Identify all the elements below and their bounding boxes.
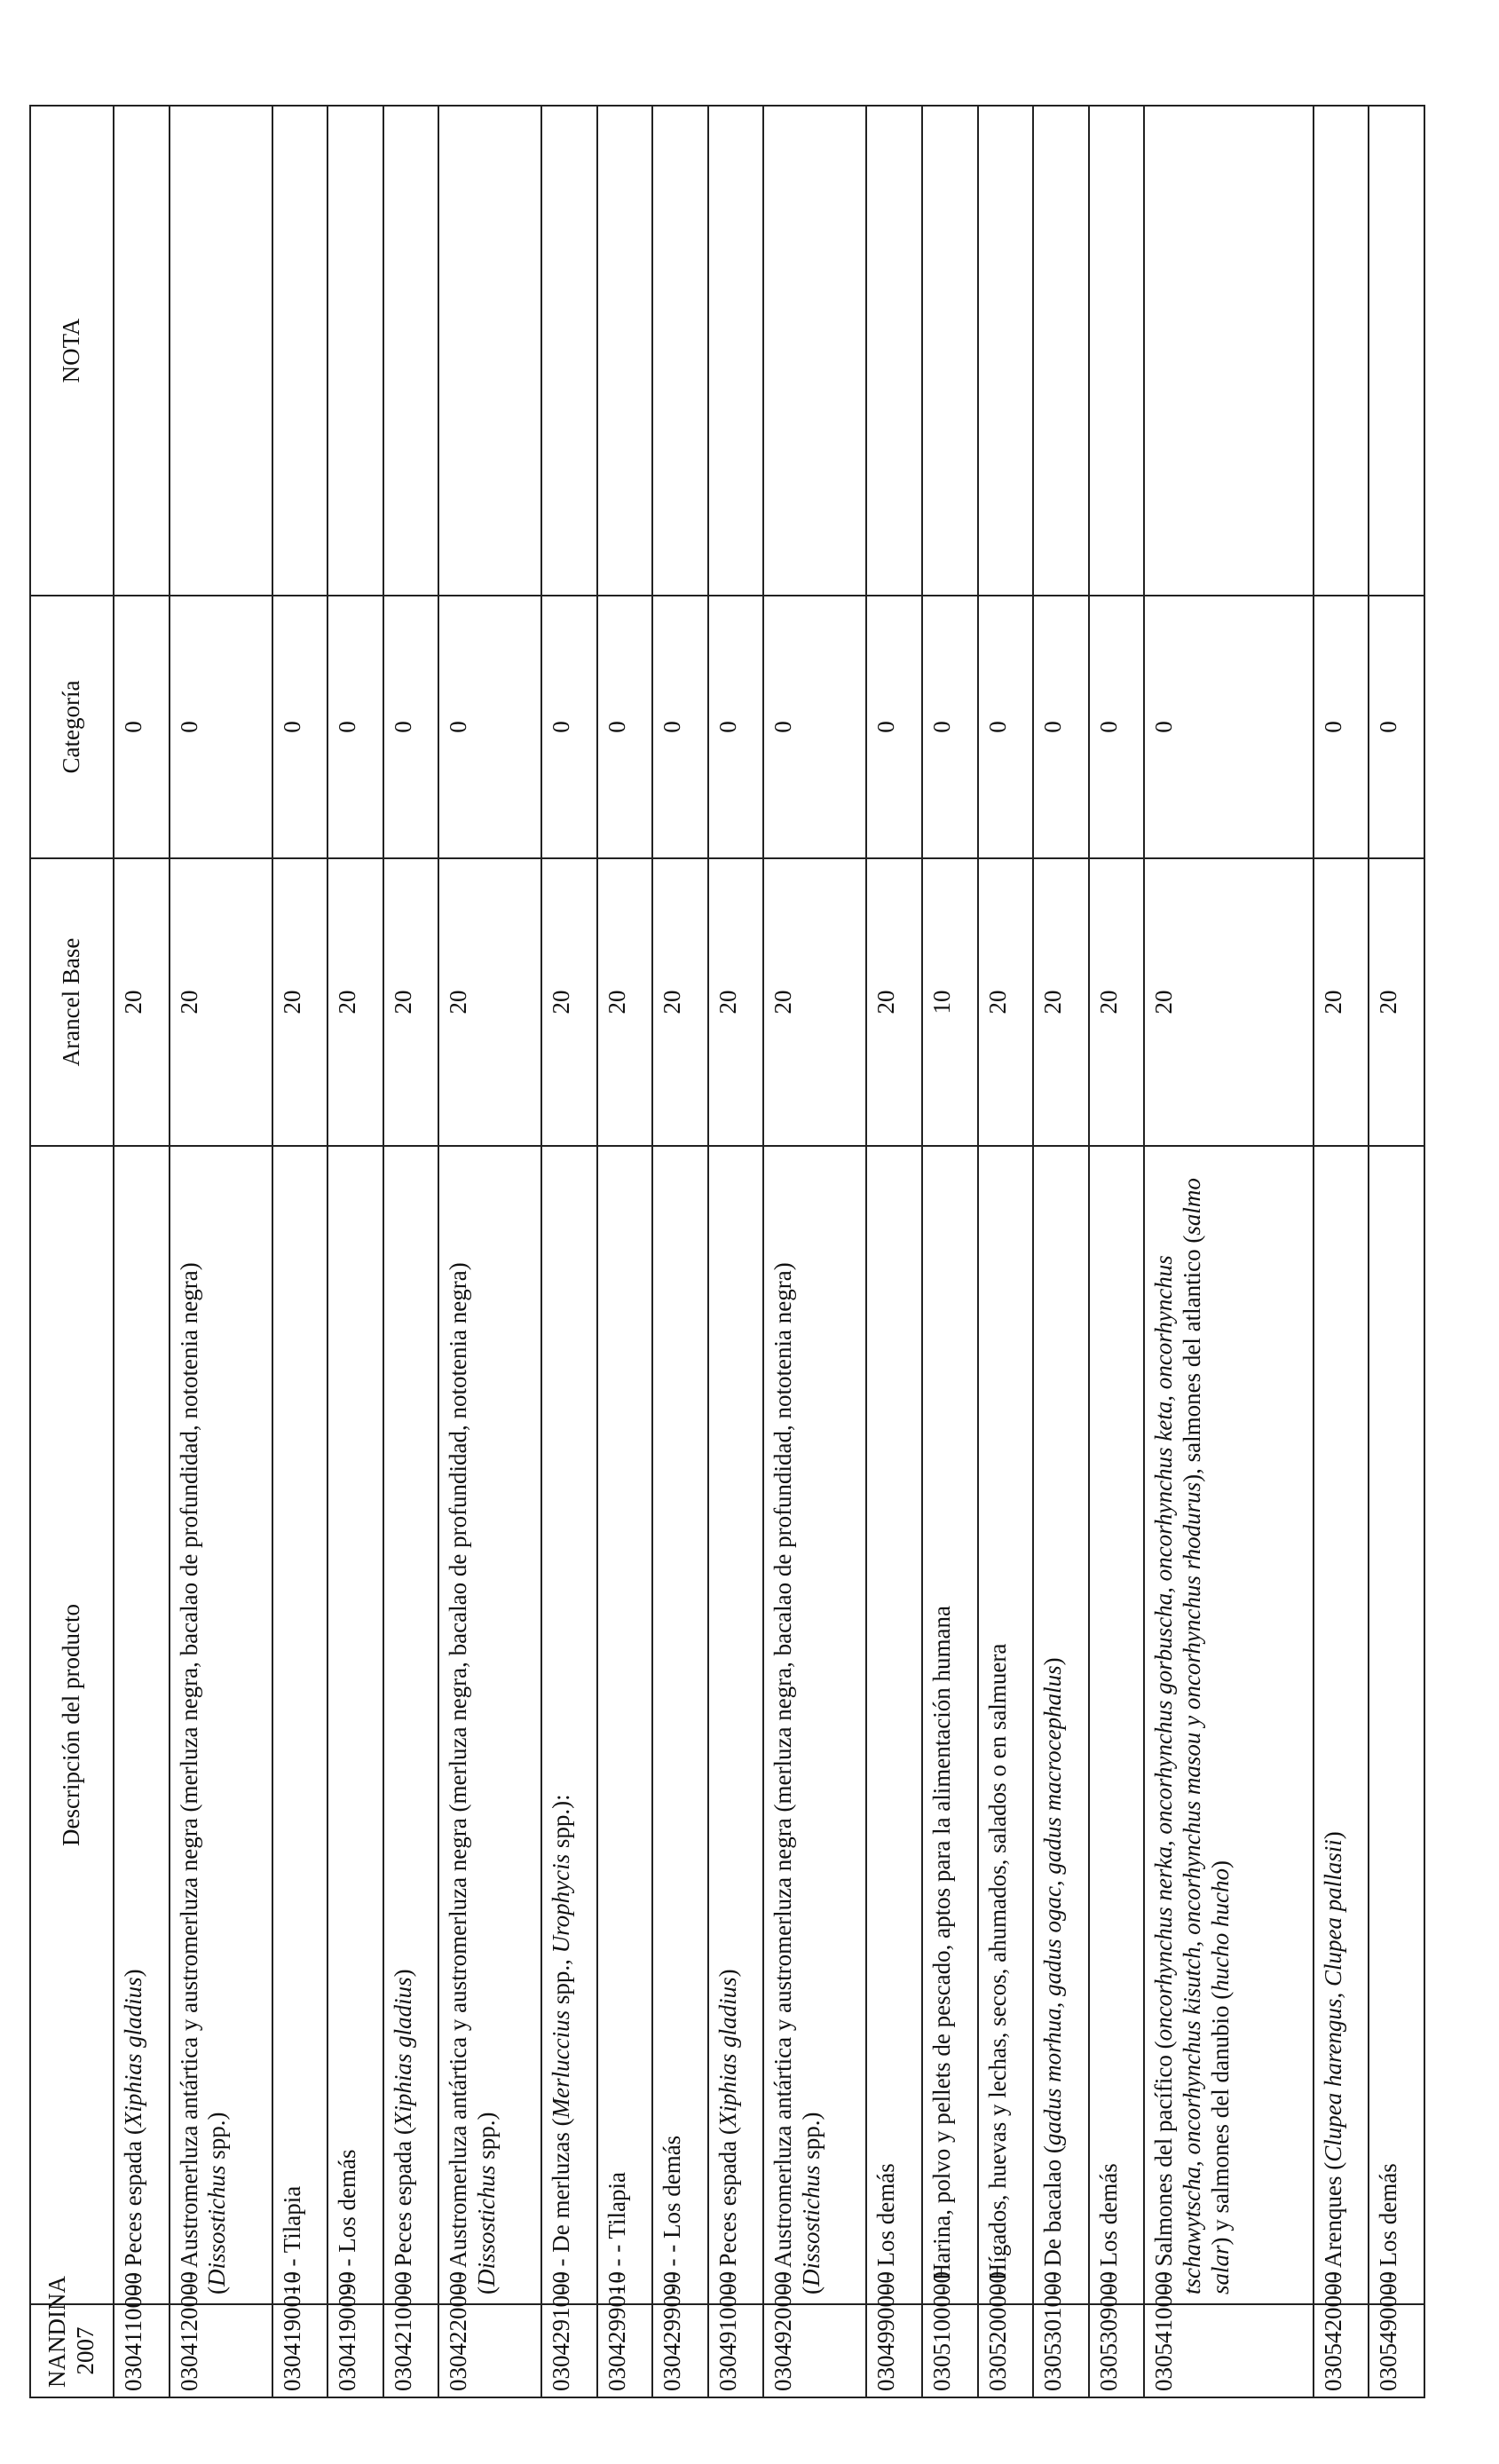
nota xyxy=(541,106,597,596)
arancel-base: 20 xyxy=(1089,858,1145,1146)
scientific-name: salmo salar xyxy=(1179,1178,1234,2294)
arancel-base: 20 xyxy=(652,858,708,1146)
header-nandina-line1: NANDINA xyxy=(43,2276,71,2388)
nota xyxy=(866,106,922,596)
scientific-name: Xiphias gladius xyxy=(389,1977,416,2128)
nota xyxy=(978,106,1034,596)
categoria: 0 xyxy=(383,596,439,858)
nota xyxy=(1369,106,1424,596)
tariff-table xyxy=(29,105,1425,2398)
arancel-base: 10 xyxy=(922,858,978,1146)
nandina-code: 0305200000 xyxy=(978,2304,1034,2397)
product-description: - - Los demás xyxy=(1369,1146,1424,2304)
arancel-base: 20 xyxy=(597,858,653,1146)
scientific-name: gadus morhua, gadus ogac, gadus macrocephalus xyxy=(1039,1665,1067,2146)
product-description: - - Peces espada (Xiphias gladius) xyxy=(114,1146,170,2304)
table-row xyxy=(114,106,170,2397)
categoria: 0 xyxy=(1144,596,1314,858)
nandina-code: 0304299090 xyxy=(652,2304,708,2397)
scientific-name: oncorhynchus nerka, oncorhynchus gorbuscha, oncorhynchus keta, oncorhynchus tschawytscha, oncorhynchus kisutch, oncorhynchus masou y oncorhynchus rhodurus xyxy=(1150,1255,1206,2294)
nota xyxy=(652,106,708,596)
scientific-name: Urophycis xyxy=(548,1853,575,1954)
nota xyxy=(597,106,653,596)
header-nandina-line2: 2007 xyxy=(72,2326,99,2375)
nota xyxy=(1033,106,1089,596)
product-description: - Hígados, huevas y lechas, secos, ahumados, salados o en salmuera xyxy=(978,1146,1034,2304)
nandina-code: 0304291000 xyxy=(541,2304,597,2397)
header-nota: NOTA xyxy=(30,106,114,596)
nota xyxy=(763,106,866,596)
categoria: 0 xyxy=(327,596,383,858)
categoria: 0 xyxy=(597,596,653,858)
arancel-base: 20 xyxy=(383,858,439,1146)
nandina-code: 0304210000 xyxy=(383,2304,439,2397)
nandina-code: 0304910000 xyxy=(708,2304,764,2397)
scientific-name: Xiphias gladius xyxy=(120,1977,146,2128)
table-row xyxy=(652,106,708,2397)
table-row xyxy=(383,106,439,2397)
nandina-code: 0305309000 xyxy=(1089,2304,1145,2397)
header-row xyxy=(30,106,114,2397)
categoria: 0 xyxy=(170,596,272,858)
arancel-base: 20 xyxy=(272,858,328,1146)
header-descripcion: Descripción del producto xyxy=(30,1146,114,2304)
product-description: - - Arenques (Clupea harengus, Clupea pallasii) xyxy=(1314,1146,1369,2304)
nota xyxy=(327,106,383,596)
arancel-base: 20 xyxy=(327,858,383,1146)
nandina-code: 0305420000 xyxy=(1314,2304,1369,2397)
product-description: - - Los demás xyxy=(866,1146,922,2304)
nota xyxy=(708,106,764,596)
product-description: - - - De merluzas (Merluccius spp., Urophycis spp.): xyxy=(541,1146,597,2304)
product-description: - - Peces espada (Xiphias gladius) xyxy=(708,1146,764,2304)
product-description: - - Salmones del pacífico (oncorhynchus nerka, oncorhynchus gorbuscha, oncorhynchus keta, oncorhynchus tschawytscha, oncorhynchus kisutch, oncorhynchus masou y oncorhynchus rhodurus), salmones del atlantico (salmo salar) y salmones del danubio (hucho hucho) xyxy=(1144,1146,1314,2304)
nandina-code: 0305301000 xyxy=(1033,2304,1089,2397)
nota xyxy=(438,106,541,596)
arancel-base: 20 xyxy=(1033,858,1089,1146)
table-row xyxy=(866,106,922,2397)
scientific-name: Dissostichus xyxy=(203,2165,231,2286)
nandina-code: 0304299010 xyxy=(597,2304,653,2397)
categoria: 0 xyxy=(1369,596,1424,858)
nandina-code: 0304190010 xyxy=(272,2304,328,2397)
nota xyxy=(1089,106,1145,596)
categoria: 0 xyxy=(541,596,597,858)
arancel-base: 20 xyxy=(170,858,272,1146)
nota xyxy=(1144,106,1314,596)
product-description: - - Austromerluza antártica y austromerluza negra (merluza negra, bacalao de profundidad, nototenia negra) (Dissostichus spp.) xyxy=(170,1146,272,2304)
scientific-name: Clupea harengus, Clupea pallasii xyxy=(1319,1839,1346,2162)
nota xyxy=(170,106,272,596)
table-row xyxy=(1144,106,1314,2397)
nandina-code: 0305100000 xyxy=(922,2304,978,2397)
product-description: - - Austromerluza antártica y austromerluza negra (merluza negra, bacalao de profundidad, nototenia negra) (Dissostichus spp.) xyxy=(763,1146,866,2304)
product-description: - - - - Los demás xyxy=(652,1146,708,2304)
product-description: - - Peces espada (Xiphias gladius) xyxy=(383,1146,439,2304)
table-row xyxy=(1369,106,1424,2397)
scientific-name: Xiphias gladius xyxy=(714,1977,741,2128)
arancel-base: 20 xyxy=(866,858,922,1146)
arancel-base: 20 xyxy=(1369,858,1424,1146)
product-description: - - Los demás xyxy=(1089,1146,1145,2304)
nota xyxy=(1314,106,1369,596)
categoria: 0 xyxy=(922,596,978,858)
categoria: 0 xyxy=(978,596,1034,858)
product-description: - - - Los demás xyxy=(327,1146,383,2304)
categoria: 0 xyxy=(1033,596,1089,858)
table-row xyxy=(438,106,541,2397)
arancel-base: 20 xyxy=(438,858,541,1146)
categoria: 0 xyxy=(438,596,541,858)
categoria: 0 xyxy=(1314,596,1369,858)
header-nandina xyxy=(30,2276,114,2397)
nota xyxy=(272,106,328,596)
nota xyxy=(922,106,978,596)
product-description: - - - Tilapia xyxy=(272,1146,328,2304)
product-description: - - - - Tilapia xyxy=(597,1146,653,2304)
arancel-base: 20 xyxy=(1314,858,1369,1146)
nandina-code: 0304120000 xyxy=(170,2304,272,2397)
table-row xyxy=(978,106,1034,2397)
categoria: 0 xyxy=(652,596,708,858)
scientific-name: hucho hucho xyxy=(1206,1868,1234,1992)
nandina-code: 0304920000 xyxy=(763,2304,866,2397)
table-body xyxy=(114,106,1424,2397)
nandina-code: 0305410000 xyxy=(1144,2304,1314,2397)
table-row xyxy=(1314,106,1369,2397)
categoria: 0 xyxy=(114,596,170,858)
nandina-code: 0304190090 xyxy=(327,2304,383,2397)
table-row xyxy=(597,106,653,2397)
rotated-page xyxy=(29,107,1425,2398)
table-row xyxy=(170,106,272,2397)
table-row xyxy=(327,106,383,2397)
arancel-base: 20 xyxy=(114,858,170,1146)
categoria: 0 xyxy=(1089,596,1145,858)
categoria: 0 xyxy=(866,596,922,858)
categoria: 0 xyxy=(763,596,866,858)
arancel-base: 20 xyxy=(1144,858,1314,1146)
nandina-code: 0305490000 xyxy=(1369,2304,1424,2397)
table-row xyxy=(1089,106,1145,2397)
header-categoria: Categoría xyxy=(30,596,114,858)
scientific-name: Dissostichus xyxy=(473,2165,501,2286)
nandina-code: 0304110000 xyxy=(114,2304,170,2397)
nota xyxy=(383,106,439,596)
nota xyxy=(114,106,170,596)
arancel-base: 20 xyxy=(763,858,866,1146)
arancel-base: 20 xyxy=(541,858,597,1146)
arancel-base: 20 xyxy=(708,858,764,1146)
nandina-code: 0304220000 xyxy=(438,2304,541,2397)
product-description: - - Austromerluza antártica y austromerluza negra (merluza negra, bacalao de profundidad, nototenia negra) (Dissostichus spp.) xyxy=(438,1146,541,2304)
header-arancel: Arancel Base xyxy=(30,858,114,1146)
table-row xyxy=(541,106,597,2397)
table-row xyxy=(272,106,328,2397)
nandina-code: 0304990000 xyxy=(866,2304,922,2397)
scientific-name: Merluccius xyxy=(548,2010,575,2119)
product-description: - - De bacalao (gadus morhua, gadus ogac, gadus macrocephalus) xyxy=(1033,1146,1089,2304)
scientific-name: Dissostichus xyxy=(798,2165,825,2286)
table-row xyxy=(708,106,764,2397)
table-row xyxy=(1033,106,1089,2397)
categoria: 0 xyxy=(272,596,328,858)
table-row xyxy=(922,106,978,2397)
categoria: 0 xyxy=(708,596,764,858)
table-row xyxy=(763,106,866,2397)
product-description: - Harina, polvo y pellets de pescado, aptos para la alimentación humana xyxy=(922,1146,978,2304)
arancel-base: 20 xyxy=(978,858,1034,1146)
